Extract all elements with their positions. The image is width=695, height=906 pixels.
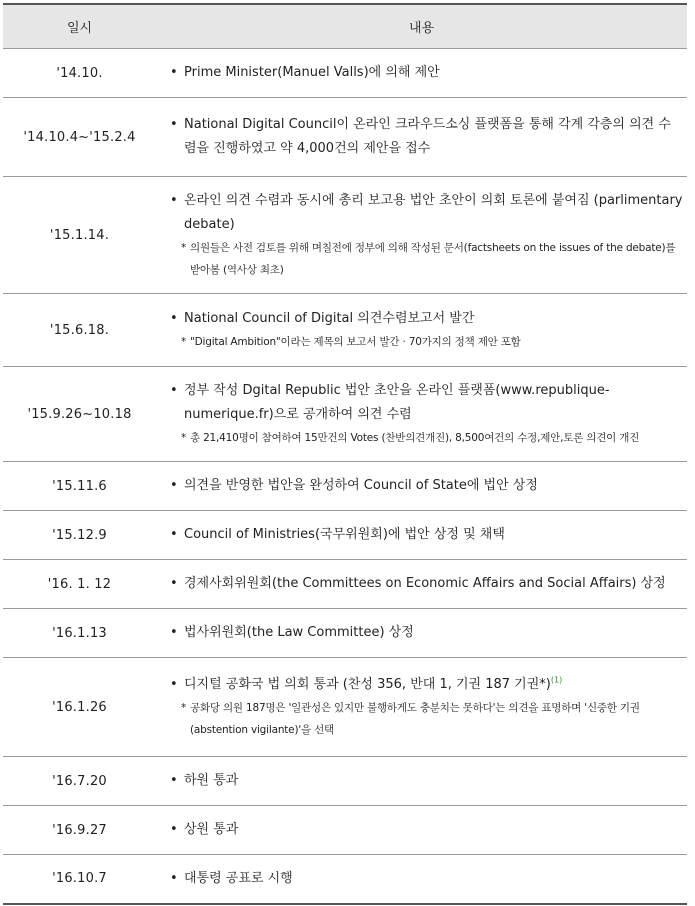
row-date: '14.10.4~'15.2.4 bbox=[3, 98, 156, 177]
bullet-icon: • bbox=[170, 822, 178, 837]
table-row bbox=[3, 806, 687, 855]
row-date: '14.10. bbox=[3, 49, 156, 98]
list-item: • 경제사회위원회(the Committees on Economic Affairs and Social Affairs) 상정 bbox=[170, 572, 683, 596]
footnote: * 의원들은 사전 검토를 위해 며칠전에 정부에 의해 작성된 문서(factsheets on the issues of the debate)를 받아봄 (역사상 최초) bbox=[181, 237, 683, 281]
table-row bbox=[3, 560, 687, 609]
list-item: • 온라인 의견 수렴과 동시에 총리 보고용 법안 초안이 의회 토론에 붙여짐 (parlimentary debate) bbox=[170, 189, 683, 237]
list-item: • National Council of Digital 의견수렴보고서 발간 bbox=[170, 307, 683, 331]
list-item: • 법사위원회(the Law Committee) 상정 bbox=[170, 621, 683, 645]
bullet-icon: • bbox=[170, 870, 178, 886]
row-date: '15.12.9 bbox=[3, 511, 156, 560]
list-item: • 정부 작성 Dgital Republic 법안 초안을 온라인 플랫폼(www.republique-numerique.fr)으로 공개하여 의견 수렴 bbox=[170, 379, 683, 427]
row-content bbox=[156, 855, 687, 904]
row-content bbox=[156, 560, 687, 609]
list-item: • 하원 통과 bbox=[170, 769, 683, 793]
list-item: • 디지털 공화국 법 의회 통과 (찬성 356, 반대 1, 기권 187 기권*)$^{(1)}$ bbox=[170, 673, 683, 697]
asterisk-icon: * bbox=[181, 432, 187, 444]
row-date: '16.1.13 bbox=[3, 609, 156, 658]
table-row bbox=[3, 98, 687, 177]
bullet-icon: • bbox=[170, 193, 178, 208]
table-row bbox=[3, 462, 687, 511]
row-content bbox=[156, 511, 687, 560]
list-item: • 의견을 반영한 법안을 완성하여 Council of State에 법안 상정 bbox=[170, 474, 683, 498]
row-date: '15.11.6 bbox=[3, 462, 156, 511]
bullet-icon: • bbox=[170, 773, 178, 788]
bullet-icon: • bbox=[170, 117, 178, 132]
row-content bbox=[156, 462, 687, 511]
row-date: '16.1.26 bbox=[3, 658, 156, 757]
asterisk-icon: * bbox=[181, 242, 187, 254]
table-row bbox=[3, 609, 687, 658]
row-date: '16.9.27 bbox=[3, 806, 156, 855]
list-item: • Prime Minister(Manuel Valls)에 의해 제안 bbox=[170, 61, 683, 85]
timeline-table bbox=[3, 3, 687, 905]
row-content bbox=[156, 367, 687, 462]
footnote: * "Digital Ambition"이라는 제목의 보고서 발간 · 70가지의 정책 제안 포함 bbox=[181, 331, 683, 353]
table-row bbox=[3, 177, 687, 294]
row-date: '16.10.7 bbox=[3, 855, 156, 904]
list-item: • Council of Ministries(국무위원회)에 법안 상정 및 채택 bbox=[170, 523, 683, 547]
table-row bbox=[3, 49, 687, 98]
bullet-icon: • bbox=[170, 478, 178, 493]
table-row bbox=[3, 294, 687, 367]
table-row bbox=[3, 658, 687, 757]
table-header-row bbox=[3, 4, 687, 49]
bullet-icon: • bbox=[170, 383, 178, 398]
list-item: • 상원 통과 bbox=[170, 818, 683, 842]
row-content bbox=[156, 49, 687, 98]
asterisk-icon: * bbox=[181, 702, 187, 714]
footnote: * 공화당 의원 187명은 '일관성은 있지만 불행하게도 충분치는 못하다'는 의견을 표명하며 '신중한 기권(abstention vigilante)'을 선택 bbox=[181, 697, 683, 741]
bullet-icon: • bbox=[170, 527, 178, 542]
row-content bbox=[156, 177, 687, 294]
table-row bbox=[3, 511, 687, 560]
row-date: '15.6.18. bbox=[3, 294, 156, 367]
footnote: * 총 21,410명이 참여하여 15만건의 Votes (찬반의견개진), 8,500여건의 수정,제안,토론 의견이 개진 bbox=[181, 427, 683, 449]
header-date: 일시 bbox=[3, 4, 156, 49]
bullet-icon: • bbox=[170, 625, 178, 640]
list-item: • 대통령 공표로 시행 bbox=[170, 867, 683, 891]
footnote-ref[interactable]: (1) bbox=[550, 675, 563, 685]
table-row bbox=[3, 855, 687, 904]
bullet-icon: • bbox=[170, 677, 178, 692]
asterisk-icon: * bbox=[181, 336, 187, 348]
row-content bbox=[156, 98, 687, 177]
row-content bbox=[156, 806, 687, 855]
table-row bbox=[3, 367, 687, 462]
row-date: '16.7.20 bbox=[3, 757, 156, 806]
table-row bbox=[3, 757, 687, 806]
header-content: 내용 bbox=[156, 4, 687, 49]
row-content bbox=[156, 294, 687, 367]
bullet-icon: • bbox=[170, 65, 178, 80]
list-item: • National Digital Council이 온라인 크라우드소싱 플랫폼을 통해 각계 각층의 의견 수렴을 진행하였고 약 4,000건의 제안을 접수 bbox=[170, 113, 683, 161]
row-content bbox=[156, 658, 687, 757]
bullet-icon: • bbox=[170, 311, 178, 326]
bullet-icon: • bbox=[170, 576, 178, 591]
row-date: '16. 1. 12 bbox=[3, 560, 156, 609]
row-date: '15.9.26~10.18 bbox=[3, 367, 156, 462]
row-content bbox=[156, 757, 687, 806]
row-date: '15.1.14. bbox=[3, 177, 156, 294]
row-content bbox=[156, 609, 687, 658]
